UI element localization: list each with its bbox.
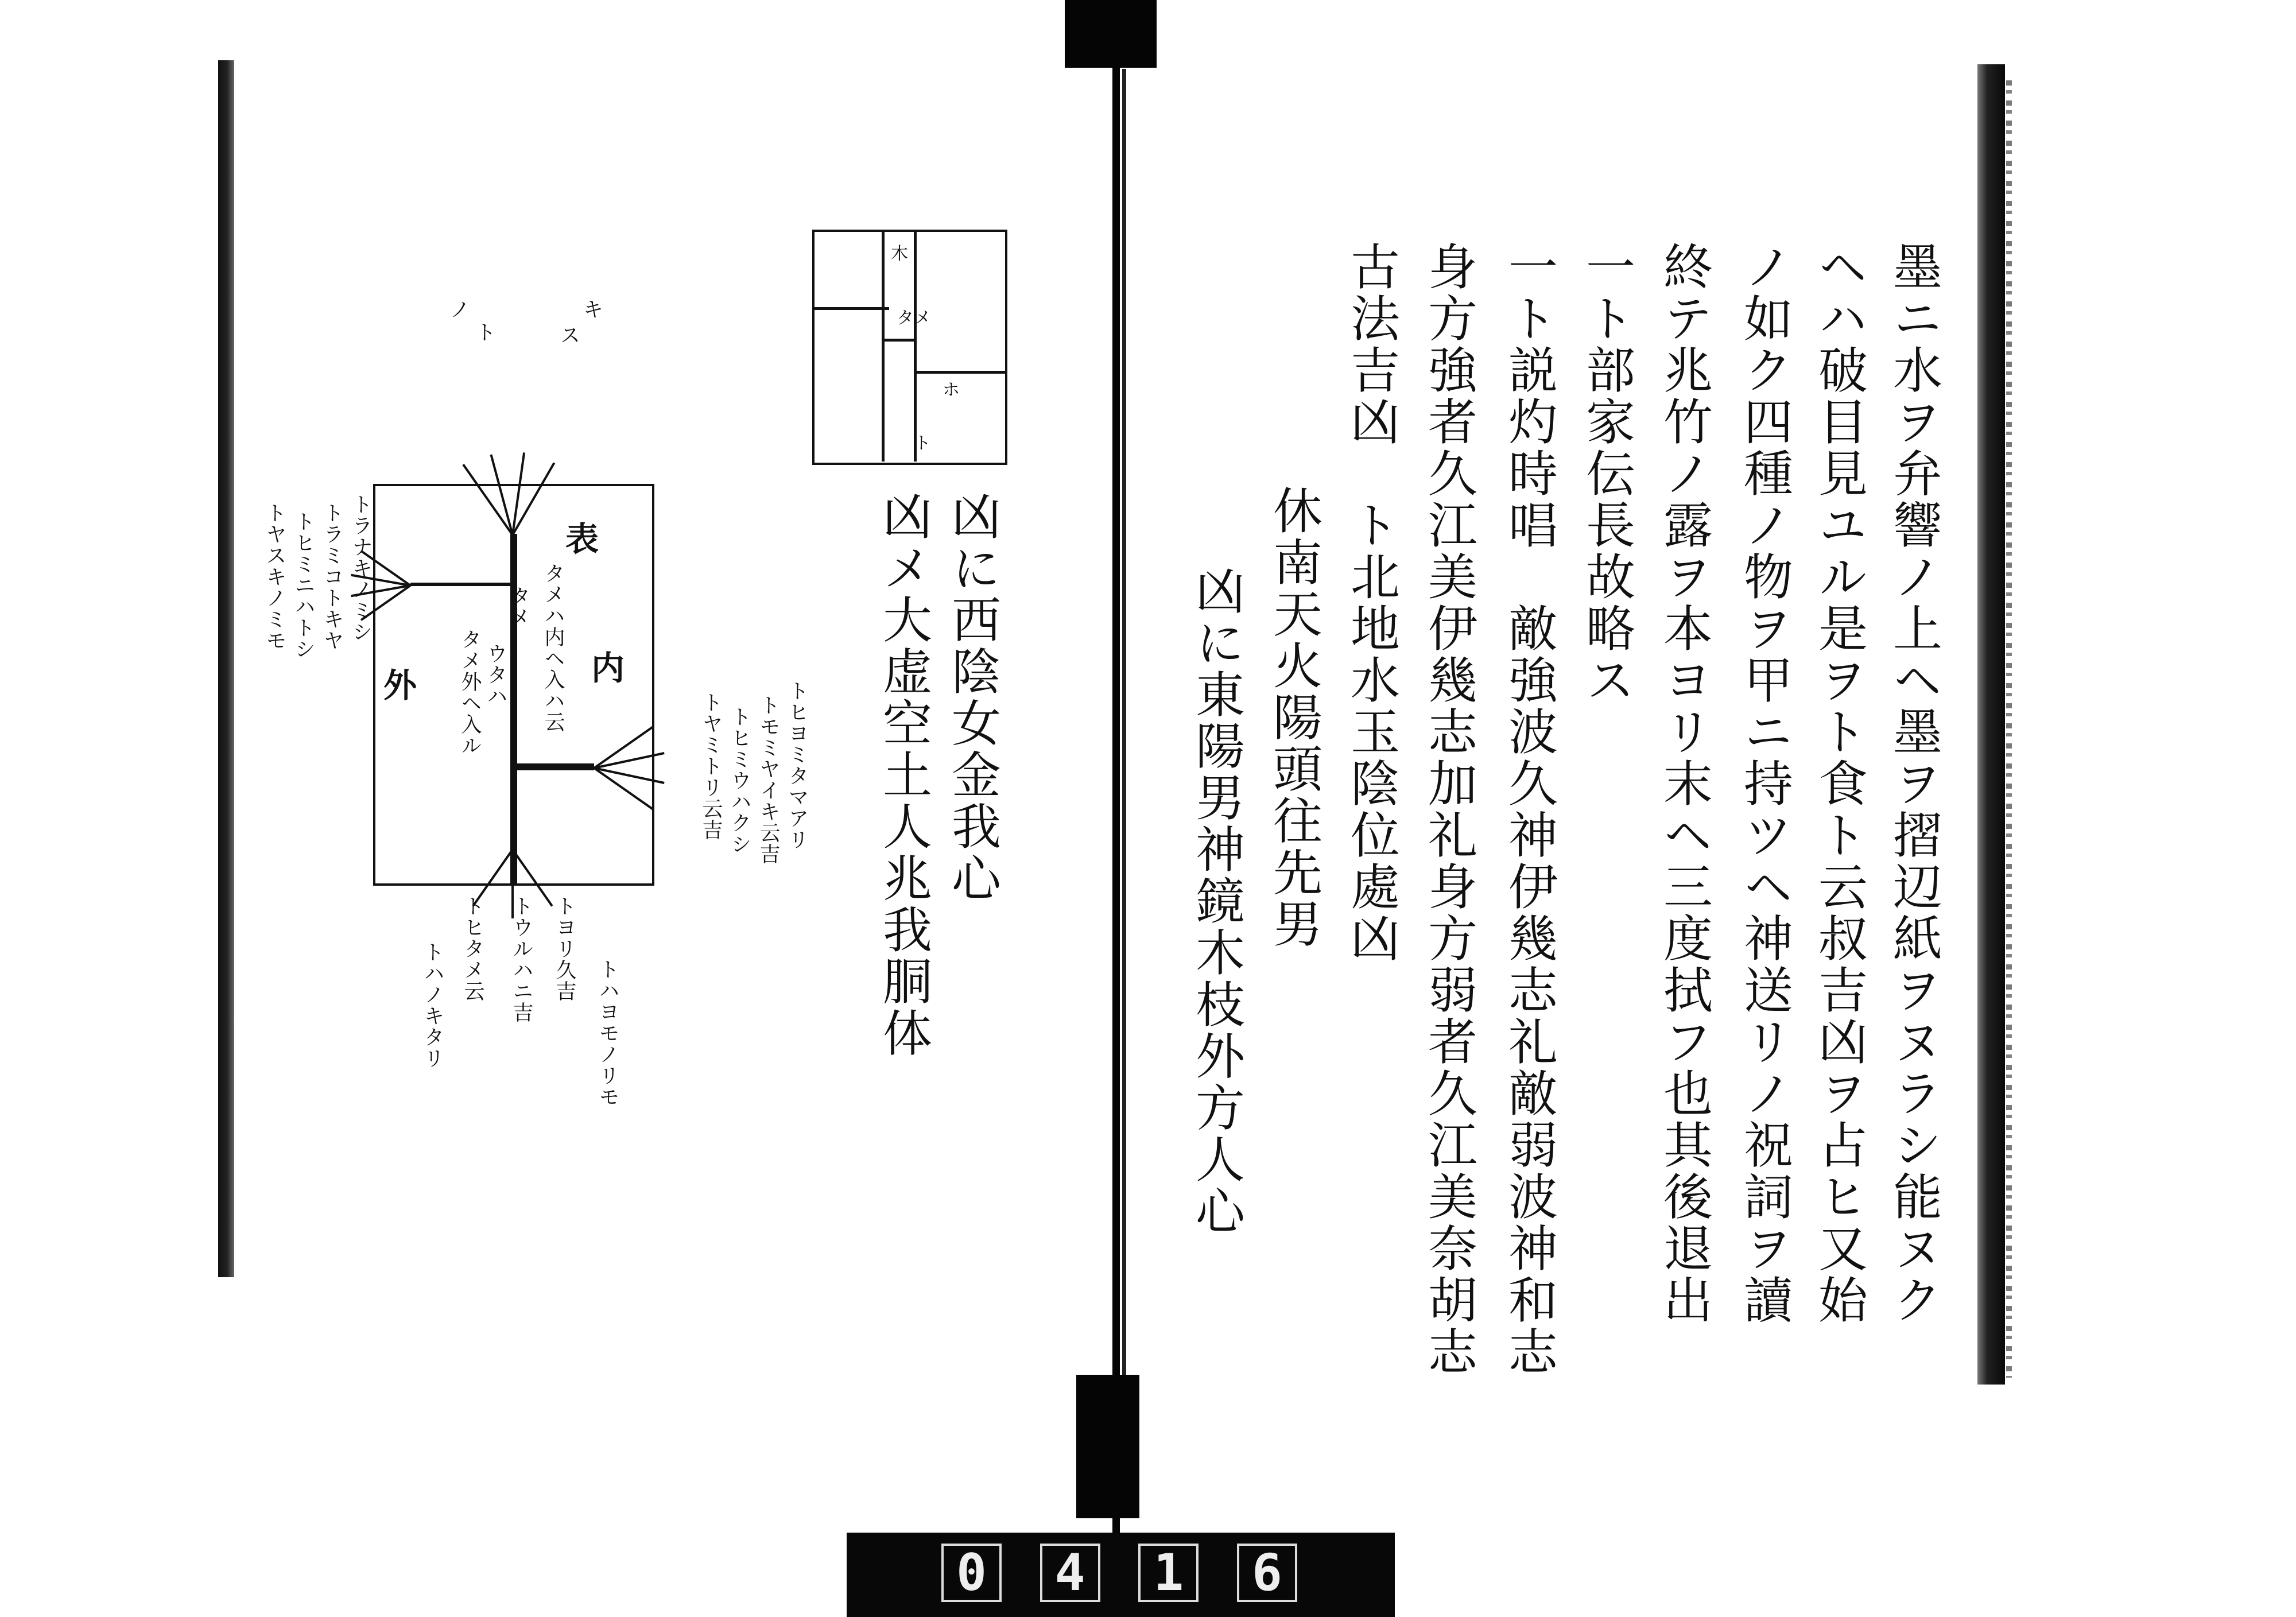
right-branch-label: トモミヤイキ云吉 xyxy=(757,695,780,864)
diagram-label-inside: 内 xyxy=(591,649,625,688)
left-branch-label: トラナキノミシ xyxy=(349,494,373,642)
top-branch-label: ト xyxy=(472,321,496,343)
right-branch-label: トヒヨミタマアリ xyxy=(785,680,809,850)
right-text-line-3: ノ如ク四種ノ物ヲ甲ニ持ツヘ神送リノ祝詞ヲ讀 xyxy=(1735,241,1793,1326)
right-text-line-6: 一ト説灼時唱 敵強波久神伊幾志礼敵弱波神和志 xyxy=(1500,241,1557,1378)
left-branch-label: トヤスキノミモ xyxy=(263,502,286,651)
right-text-line-1: 墨ニ水ヲ弁響ノ上ヘ墨ヲ摺辺紙ヲヌラシ能ヌク xyxy=(1884,241,1942,1326)
right-text-line-4: 終テ兆竹ノ露ヲ本ヨリ末ヘ三度拭フ也其後退出 xyxy=(1655,241,1712,1326)
bottom-branch-label: トハヨモノリモ xyxy=(596,959,619,1107)
square-diagram-line xyxy=(882,232,885,462)
top-branch-label: キ xyxy=(580,298,603,320)
right-branch-label: トヒミウハクシ xyxy=(728,706,751,855)
top-branch-label: ス xyxy=(557,324,580,346)
square-diagram-line xyxy=(815,307,889,310)
left-branch-label: トラミコトキヤ xyxy=(320,502,344,651)
square-label-to: ト xyxy=(914,433,931,453)
page-number-digit: 1 xyxy=(1138,1544,1199,1602)
right-text-line-7: 身方強者久江美伊幾志加礼身方弱者久江美奈胡志 xyxy=(1420,241,1477,1378)
square-label-tame: タメ xyxy=(897,308,931,328)
left-text-line-2: 凶メ大虚空土人兆我胴体 xyxy=(874,491,932,1059)
top-branch-label: ノ xyxy=(447,298,470,320)
page-number xyxy=(941,1544,1297,1602)
binding-thread xyxy=(1122,69,1126,1401)
bottom-branch-label: トウルハニ吉 xyxy=(510,895,533,1023)
binding-clip-top xyxy=(1065,0,1157,68)
bottom-branch-label: トハノキタリ xyxy=(421,941,444,1069)
left-branch-label: トヒミニハトシ xyxy=(292,511,315,660)
page-number-digit: 4 xyxy=(1040,1544,1100,1602)
right-page-edge xyxy=(1977,64,2005,1385)
right-text-line-9: 休南天火陽頭往先男 xyxy=(1265,485,1322,950)
right-text-line-8: 古法吉凶 ト北地水玉陰位處凶 xyxy=(1342,241,1399,964)
small-square-diagram xyxy=(812,230,1007,465)
diagram-label-surface: 表 xyxy=(565,519,599,559)
bottom-branch-label: トヒタメ云 xyxy=(461,895,484,1002)
right-text-line-10: 凶に東陽男神鏡木枝外方人心 xyxy=(1187,565,1244,1237)
left-text-line-1: 凶に西陰女金我心 xyxy=(943,491,1000,904)
center-label-tame: タメ xyxy=(507,585,530,628)
center-label-uta: ウタハ xyxy=(484,643,507,707)
branch-right-stem xyxy=(514,763,594,770)
square-diagram-line xyxy=(882,339,916,342)
diagram-label-outside: 外 xyxy=(383,666,417,705)
right-branch-label: トヤミトリ云吉 xyxy=(699,692,723,840)
left-page-edge xyxy=(218,60,234,1277)
square-label-ho: ホ xyxy=(943,380,960,400)
page-number-digit: 6 xyxy=(1237,1544,1297,1602)
center-label-outside: タメ外ヘ入ル xyxy=(458,629,482,756)
page-number-digit: 0 xyxy=(941,1544,1002,1602)
square-label-wood: 木 xyxy=(891,244,908,264)
right-text-line-5: 一ト部家伝長故略ス xyxy=(1577,241,1635,706)
right-text-line-2: ヘハ破目見ユル是ヲト食ト云叔吉凶ヲ占ヒ又始 xyxy=(1810,241,1867,1326)
square-diagram-line xyxy=(914,371,1006,374)
square-diagram-line xyxy=(914,232,917,462)
binding-clip-bottom xyxy=(1076,1375,1139,1518)
bottom-branch-label: トヨリ久吉 xyxy=(553,895,576,1002)
right-page-edge-texture xyxy=(2006,80,2012,1378)
branch-left-stem xyxy=(410,583,514,586)
center-label-inside: タメハ内ヘ入ハ云 xyxy=(541,563,565,732)
